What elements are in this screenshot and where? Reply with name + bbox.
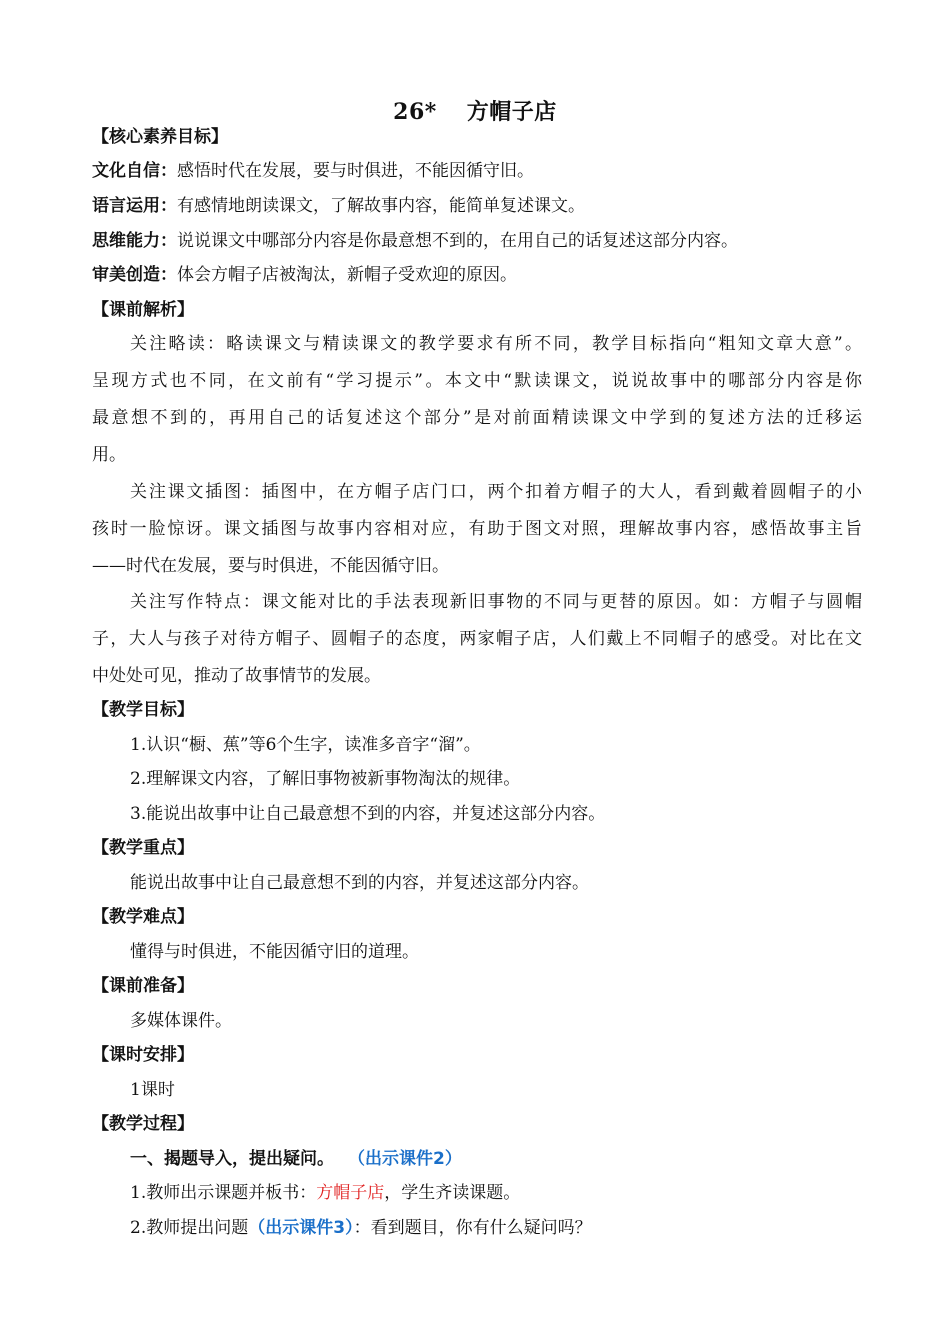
preparation-text: 多媒体课件。 xyxy=(130,1011,232,1031)
board-title-highlight: 方帽子店 xyxy=(316,1183,385,1203)
lesson-name: 方帽子店 xyxy=(466,99,557,125)
courseware-note: （出示课件3） xyxy=(248,1218,354,1238)
list-item: 2.理解课文内容，了解旧事物被新事物淘汰的规律。 xyxy=(130,769,521,789)
key-points-text: 能说出故事中让自己最意想不到的内容，并复述这部分内容。 xyxy=(130,873,589,893)
core-goal-item: 审美创造：体会方帽子店被淘汰，新帽子受欢迎的原因。 xyxy=(92,265,517,285)
paragraph-line: 关注写作特点：课文能对比的手法表现新旧事物的不同与更替的原因。如：方帽子与圆帽 xyxy=(130,592,862,612)
process-item: 1.教师出示课题并板书：方帽子店，学生齐读课题。 xyxy=(130,1183,521,1203)
difficulties-text: 懂得与时俱进，不能因循守旧的道理。 xyxy=(130,942,419,962)
heading-schedule: 【课时安排】 xyxy=(92,1045,194,1065)
paragraph-line: 中处处可见，推动了故事情节的发展。 xyxy=(92,666,381,686)
lesson-number: 26* xyxy=(393,99,437,125)
heading-key-points: 【教学重点】 xyxy=(92,838,194,858)
heading-process: 【教学过程】 xyxy=(92,1114,194,1134)
paragraph-line: 关注课文插图：插图中，在方帽子店门口，两个扣着方帽子的大人，看到戴着圆帽子的小 xyxy=(130,482,862,502)
core-goal-item: 语言运用：有感情地朗读课文，了解故事内容，能简单复述课文。 xyxy=(92,196,585,216)
schedule-text: 1课时 xyxy=(130,1080,175,1100)
heading-difficulties: 【教学难点】 xyxy=(92,907,194,927)
heading-pre-analysis: 【课前解析】 xyxy=(92,300,194,320)
courseware-note: （出示课件2） xyxy=(348,1149,462,1169)
paragraph-line: 最意想不到的，再用自己的话复述这个部分”是对前面精读课文中学到的复述方法的迁移运 xyxy=(92,408,862,428)
core-goal-item: 思维能力：说说课文中哪部分内容是你最意想不到的，在用自己的话复述这部分内容。 xyxy=(92,231,738,251)
heading-teaching-goals: 【教学目标】 xyxy=(92,700,194,720)
paragraph-line: 孩时一脸惊讶。课文插图与故事内容相对应，有助于图文对照，理解故事内容，感悟故事主旨 xyxy=(92,519,862,539)
list-item: 1.认识“橱、蕉”等6个生字，读准多音字“溜”。 xyxy=(130,735,481,755)
paragraph-line: 用。 xyxy=(92,445,126,465)
process-step: 一、揭题导入，提出疑问。 （出示课件2） xyxy=(130,1149,462,1169)
paragraph-line: ——时代在发展，要与时俱进，不能因循守旧。 xyxy=(92,556,449,576)
paragraph-line: 关注略读：略读课文与精读课文的教学要求有所不同，教学目标指向“粗知文章大意”。 xyxy=(130,334,862,354)
paragraph-line: 呈现方式也不同，在文前有“学习提示”。本文中“默读课文，说说故事中的哪部分内容是你 xyxy=(92,371,862,391)
process-item: 2.教师提出问题（出示课件3）：看到题目，你有什么疑问吗？ xyxy=(130,1218,592,1238)
paragraph-line: 子，大人与孩子对待方帽子、圆帽子的态度，两家帽子店，人们戴上不同帽子的感受。对比在文 xyxy=(92,629,862,649)
heading-core-goals: 【核心素养目标】 xyxy=(92,127,228,147)
core-goal-item: 文化自信：感悟时代在发展，要与时俱进，不能因循守旧。 xyxy=(92,161,534,181)
heading-preparation: 【课前准备】 xyxy=(92,976,194,996)
list-item: 3.能说出故事中让自己最意想不到的内容，并复述这部分内容。 xyxy=(130,804,606,824)
